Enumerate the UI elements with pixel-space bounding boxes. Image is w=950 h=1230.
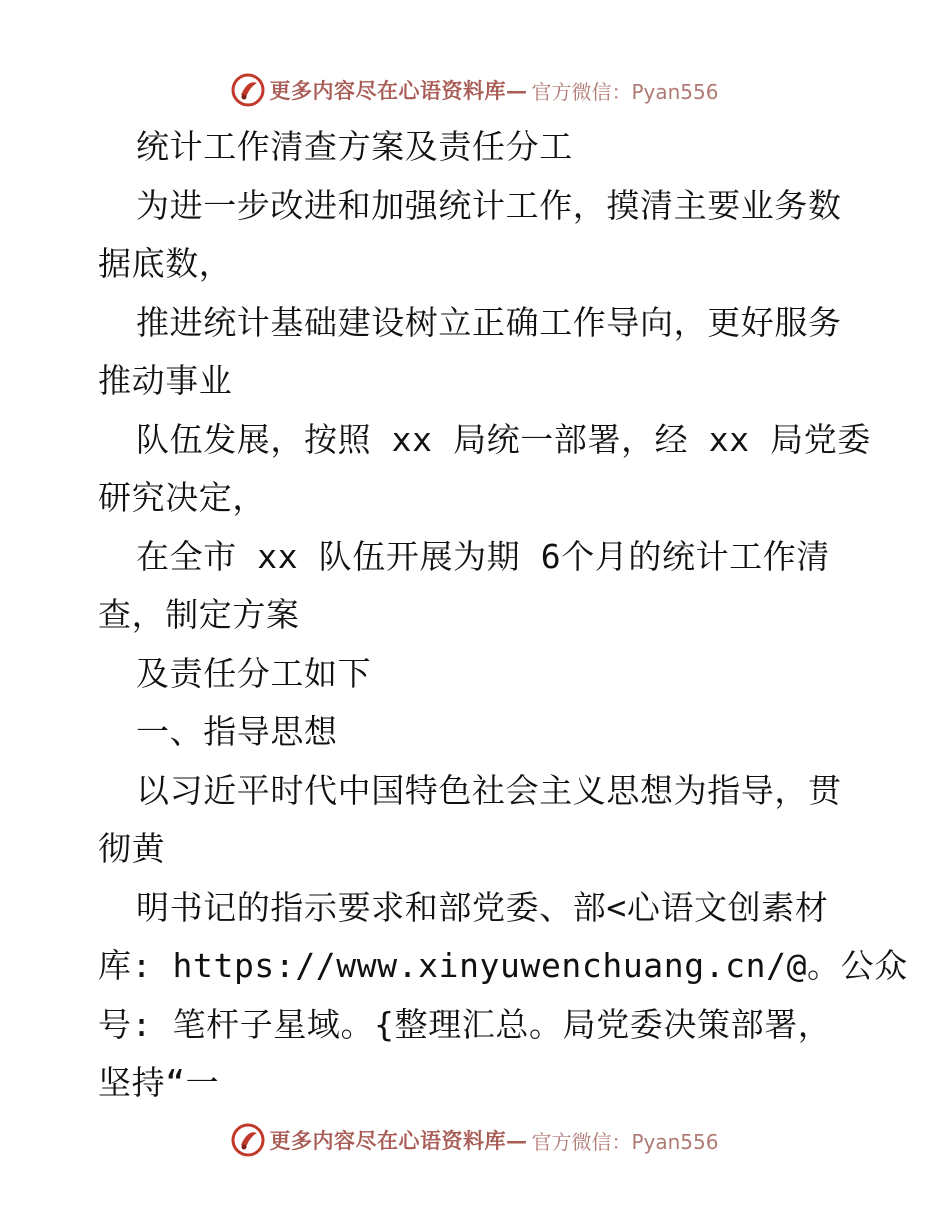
text-line: 一、指导思想 — [136, 712, 338, 751]
footer-banner — [0, 1120, 950, 1160]
text-line: 为进一步改进和加强统计工作，摸清主要业务数 — [136, 185, 842, 225]
text-line: 查，制定方案 — [98, 595, 300, 634]
text-line: 库: https://www.xinyuwenchuang.cn/@。公众 — [98, 946, 908, 985]
text-line: 推进统计基础建设树立正确工作导向，更好服务 — [136, 302, 842, 342]
text-line: 据底数， — [98, 244, 233, 283]
text-line: 及责任分工如下 — [136, 653, 372, 693]
text-line: 以习近平时代中国特色社会主义思想为指导，贯 — [136, 770, 842, 810]
text-line: 队伍发展，按照 xx 局统一部署，经 xx 局党委 — [136, 419, 871, 459]
banner-text: 更多内容尽在心语资料库— — [269, 78, 528, 103]
red-swirl-logo-icon — [231, 1123, 265, 1157]
text-line: 号: 笔杆子星域。{整理汇总。局党委决策部署， — [98, 1004, 832, 1044]
banner-suffix: 官方微信：Pyan556 — [531, 79, 719, 104]
text-line: 明书记的指示要求和部党委、部<心语文创素材 — [136, 887, 829, 927]
text-line: 彻黄 — [98, 829, 166, 868]
text-line: 统计工作清查方案及责任分工 — [136, 127, 573, 166]
text-line: 在全市 xx 队伍开展为期 6个月的统计工作清 — [136, 536, 831, 576]
banner-suffix: 官方微信：Pyan556 — [531, 1129, 719, 1154]
header-banner — [0, 70, 950, 110]
red-swirl-logo-icon — [231, 73, 265, 107]
document-body — [98, 118, 908, 1113]
text-line: 坚持“一 — [98, 1063, 220, 1102]
banner-text: 更多内容尽在心语资料库— — [269, 1128, 528, 1153]
text-line: 推动事业 — [98, 361, 233, 400]
text-line: 研究决定， — [98, 478, 266, 517]
